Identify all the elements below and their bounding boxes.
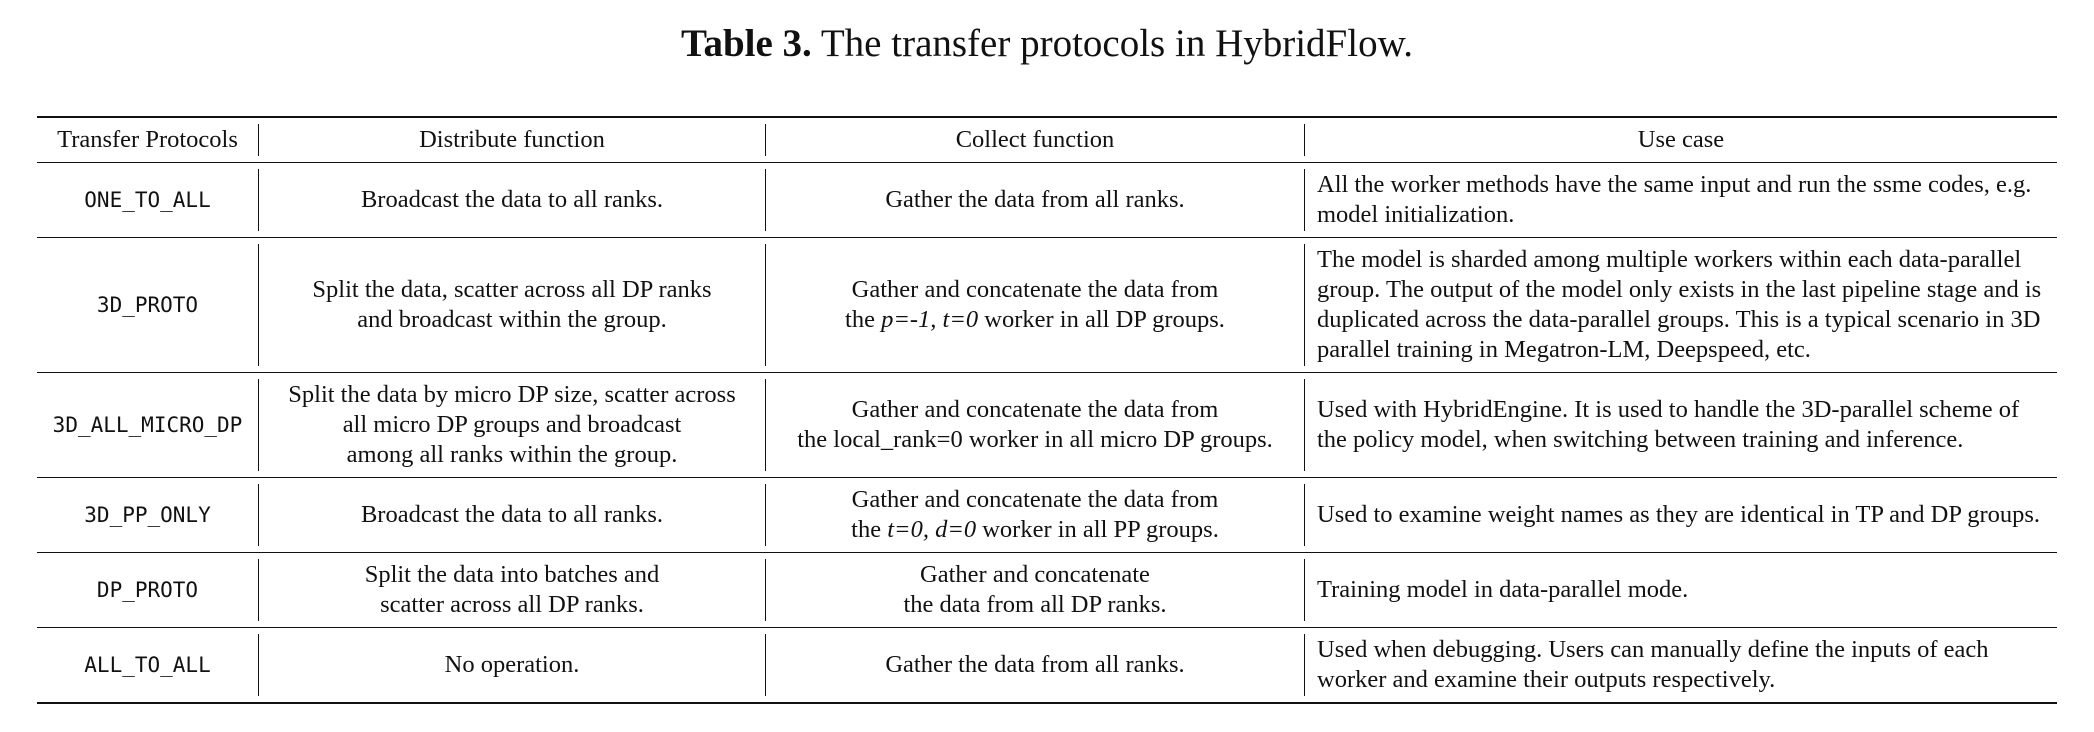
collect-emphasis: p=-1, t=0: [881, 306, 979, 333]
header-transfer-protocols: Transfer Protocols: [37, 124, 259, 156]
collect-text: Gather and concatenate the data from all DP ranks.: [903, 561, 1167, 618]
header-row: [37, 117, 2057, 163]
header-use-case: Use case: [1637, 126, 1725, 153]
collect-function-cell: [766, 169, 1305, 231]
table-row: [37, 553, 2057, 628]
collect-text: Gather and concatenate the data from the: [845, 276, 1219, 333]
distribute-function-cell: Split the data by micro DP size, scatter across all micro DP groups and broadcast among all ranks within the group.: [259, 379, 766, 471]
use-case-cell: Used when debugging. Users can manually define the inputs of each worker and examine their outputs respectively.: [1317, 636, 1989, 693]
distribute-function-cell: Broadcast the data to all ranks.: [259, 169, 766, 231]
table-row: [37, 628, 2057, 704]
table-row: [37, 238, 2057, 373]
collect-text: Gather the data from all ranks.: [885, 651, 1185, 678]
table-row: [37, 373, 2057, 478]
use-case-cell: All the worker methods have the same input and run the ssme codes, e.g. model initialization.: [1317, 171, 2032, 228]
collect-text: Gather and concatenate the data from the: [851, 486, 1219, 543]
transfer-protocols-table: [37, 116, 2057, 704]
distribute-function-cell: Split the data, scatter across all DP ranks and broadcast within the group.: [259, 244, 766, 366]
collect-text-end: worker in all DP groups.: [978, 306, 1225, 333]
collect-text: Gather and concatenate the data from the local_rank=0 worker in all micro DP groups.: [797, 396, 1273, 453]
header-collect-function: Collect function: [766, 124, 1305, 156]
protocol-name: ALL_TO_ALL: [37, 634, 259, 696]
collect-function-cell: [766, 379, 1305, 471]
use-case-cell: Used to examine weight names as they are identical in TP and DP groups.: [1317, 501, 2041, 528]
table-caption: [0, 16, 2094, 72]
protocol-name: 3D_PROTO: [37, 244, 259, 366]
header-distribute-function: Distribute function: [259, 124, 766, 156]
protocol-name: 3D_ALL_MICRO_DP: [37, 379, 259, 471]
use-case-cell: The model is sharded among multiple workers within each data-parallel group. The output of the model only exists in the last pipeline stage and is duplicated across the data-parallel groups. This is a typical scenario in 3D parallel training in Megatron-LM, Deepspeed, etc.: [1317, 246, 2042, 363]
collect-text-end: worker in all PP groups.: [976, 516, 1219, 543]
collect-emphasis: t=0, d=0: [887, 516, 977, 543]
protocol-name: ONE_TO_ALL: [37, 169, 259, 231]
collect-function-cell: [766, 484, 1305, 546]
collect-function-cell: [766, 244, 1305, 366]
use-case-cell: Training model in data-parallel mode.: [1317, 576, 1689, 603]
collect-function-cell: [766, 634, 1305, 696]
table-row: [37, 163, 2057, 238]
caption-text: The transfer protocols in HybridFlow.: [820, 22, 1413, 65]
distribute-function-cell: Split the data into batches and scatter across all DP ranks.: [259, 559, 766, 621]
protocol-name: DP_PROTO: [37, 559, 259, 621]
collect-text: Gather the data from all ranks.: [885, 186, 1185, 213]
collect-function-cell: [766, 559, 1305, 621]
distribute-function-cell: Broadcast the data to all ranks.: [259, 484, 766, 546]
protocol-name: 3D_PP_ONLY: [37, 484, 259, 546]
use-case-cell: Used with HybridEngine. It is used to handle the 3D-parallel scheme of the policy model, when switching between training and inference.: [1317, 396, 2020, 453]
distribute-function-cell: No operation.: [259, 634, 766, 696]
caption-label: Table 3.: [681, 22, 812, 65]
table-row: [37, 478, 2057, 553]
